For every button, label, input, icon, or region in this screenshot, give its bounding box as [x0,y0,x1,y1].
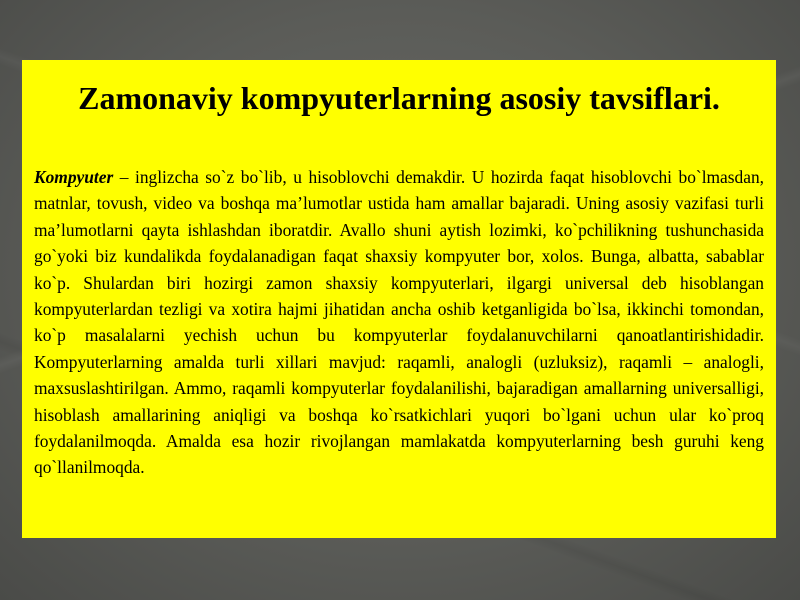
slide-body-paragraph [34,164,764,481]
slide-content-box [22,60,776,538]
slide-title: Zamonaviy kompyuterlarning asosiy tavsiflari. [78,80,720,116]
defined-term: Kompyuter [34,167,114,187]
body-text: – inglizcha so`z bo`lib, u hisoblovchi demakdir. U hozirda faqat hisoblovchi bo`lmasdan, matnlar, tovush, video va boshqa ma’lumotlar ustida ham amallar bajaradi. Uning asosiy vazifasi turli ma’lumotlarni qayta ishlashdan iboratdir. Avallo shuni aytish lozimki, ko`pchilikning tushunchasida go`yoki biz kundalikda foydalanadigan faqat shaxsiy kompyuter bor, xolos. Bunga, albatta, sabablar ko`p. Shulardan biri hozirgi zamon shaxsiy kompyuterlari, ilgargi universal deb hisoblangan kompyuterlardan tezligi va xotira hajmi jihatidan ancha oshib ketganligida bo`lsa, ikkinchi tomondan, ko`p masalalarni yechish uchun bu kompyuterlar foydalanuvchilarni qanoatlantirishidadir. Kompyuterlarning amalda turli xillari mavjud: raqamli, analogli (uzluksiz), raqamli – analogli, maxsuslashtirilgan. Ammo, raqamli kompyuterlar foydalanilishi, bajaradigan amallarning universalligi, hisoblash amallarining aniqligi va boshqa ko`rsatkichlari yuqori bo`lgani uchun ular ko`proq foydalanilmoqda. Amalda esa hozir rivojlangan mamlakatda kompyuterlarning besh guruhi keng qo`llanilmoqda. [34,167,764,478]
